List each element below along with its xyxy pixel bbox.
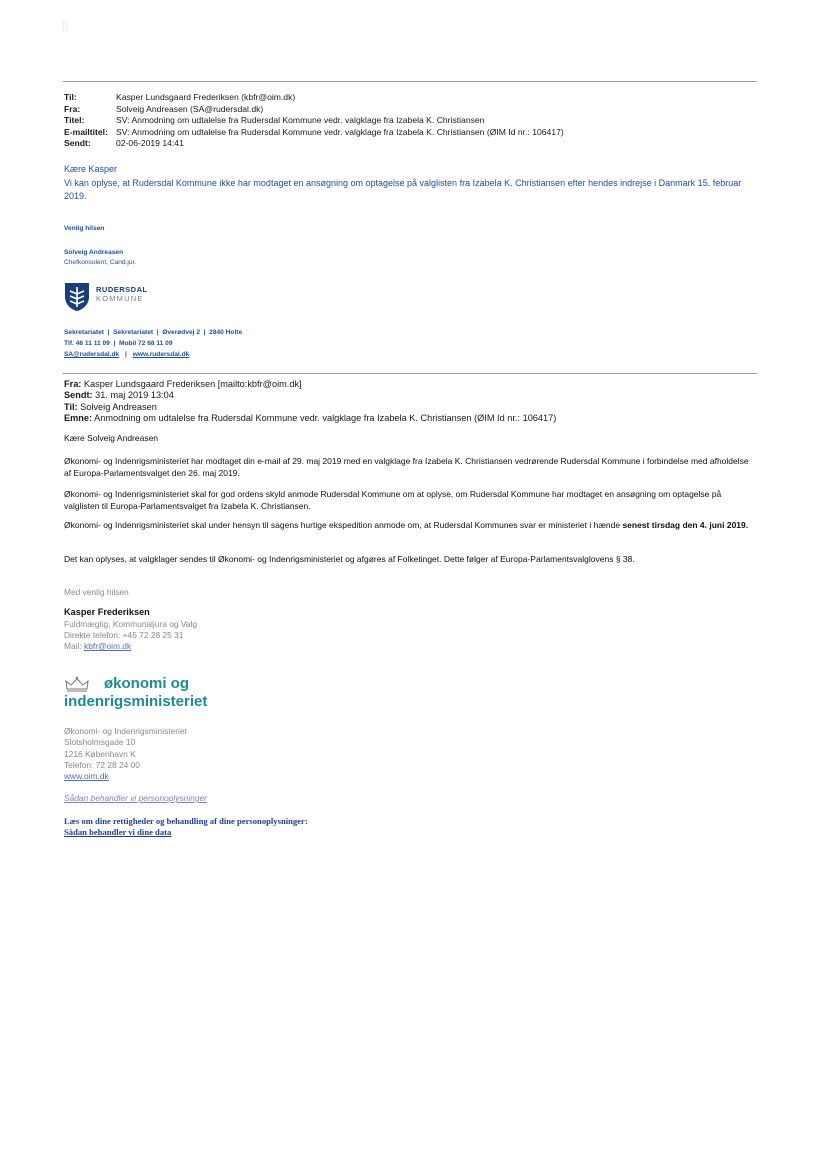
rudersdal-contact-separator: | [125, 351, 127, 358]
header-sent-label: Sendt: [64, 138, 91, 148]
original-paragraph-3-text: Økonomi- og Indenrigsministeriet skal under hensyn til sagens hurtige ekspedition anmode om, at Rudersdal Kommunes svar er ministeriet i hænde [64, 520, 623, 530]
rudersdal-contact-address: Sekretariatet | Sekretariatet | Øverødvej 2 | 2840 Holte [64, 329, 243, 336]
ministry-logo-line2: indenrigsministeriet [64, 693, 208, 710]
top-divider [63, 81, 757, 82]
rudersdal-closing: Venlig hilsen [64, 225, 105, 232]
original-sent-value: 31. maj 2019 13:04 [95, 390, 174, 401]
reply-body: Vi kan oplyse, at Rudersdal Kommune ikke har modtaget en ansøgning om optagelse på valglisten fra Izabela K. Christiansen efter hendes indrejse i Danmark 15. februar 2019. [64, 178, 742, 201]
header-from-value: Solveig Andreasen (SA@rudersdal.dk) [116, 103, 264, 114]
ministry-logo-line1: økonomi og [104, 675, 189, 692]
rudersdal-signer-name: Solveig Andreasen [64, 249, 124, 256]
ministry-web-link[interactable]: www.oim.dk [64, 771, 109, 782]
original-sent-label: Sendt: [64, 390, 93, 401]
rudersdal-crest-icon [64, 282, 90, 312]
ministry-rights-heading: Læs om dine rettigheder og behandling af dine personoplysninger: [64, 816, 308, 826]
header-emailtitle-value: SV: Anmodning om udtalelse fra Rudersdal Kommune vedr. valgklage fra Izabela K. Christiansen (ØIM Id nr.: 106417) [116, 126, 564, 137]
header-to-value: Kasper Lundsgaard Frederiksen (kbfr@oim.dk) [116, 92, 296, 102]
original-to-row [64, 402, 764, 413]
header-sent-value: 02-06-2019 14:41 [116, 138, 184, 148]
header-emailtitle-label: E-mailtitel: [64, 126, 108, 137]
email-header [64, 92, 764, 150]
header-from-row [64, 104, 764, 116]
ministry-closing: Med venlig hilsen [64, 587, 129, 597]
original-subject-row [64, 413, 764, 424]
original-to-value: Solveig Andreasen [80, 401, 157, 412]
header-sent-row [64, 138, 764, 150]
original-header [64, 379, 764, 424]
header-to-label: Til: [64, 92, 77, 102]
original-paragraph-1: Økonomi- og Indenrigsministeriet har modtaget din e-mail af 29. maj 2019 med en valgklage fra Izabela K. Christiansen vedrørende Rudersdal Kommune i forbindelse med afholdelse af Europa-Parlamentsvalget den 26. maj 2019. [64, 456, 749, 478]
original-greeting: Kære Solveig Andreasen [64, 433, 159, 443]
ministry-telephone: Telefon: 72 28 24 00 [64, 759, 140, 770]
rudersdal-logo [64, 282, 164, 316]
original-subject-value: Anmodning om udtalelse fra Rudersdal Kommune vedr. valgklage fra Izabela K. Christiansen (ØIM Id nr.: 106417) [94, 412, 557, 423]
original-from-label: Fra: [64, 379, 82, 389]
ministry-address [64, 726, 187, 782]
rudersdal-contact-links [64, 350, 189, 359]
header-title-label: Titel: [64, 115, 85, 125]
quoted-divider [63, 373, 757, 374]
original-subject-label: Emne: [64, 412, 93, 423]
rudersdal-web-link[interactable]: www.rudersdal.dk [132, 351, 190, 358]
original-from-value: Kasper Lundsgaard Frederiksen [mailto:kbfr@oim.dk] [83, 379, 302, 389]
rudersdal-email-link[interactable]: SA@rudersdal.dk [64, 351, 120, 358]
ministry-rights-link[interactable]: Sådan behandler vi dine data [64, 827, 172, 837]
rudersdal-logo-line1: RUDERSDAL [96, 285, 148, 294]
original-from-row [64, 379, 764, 390]
original-paragraph-4: Det kan oplyses, at valgklager sendes til Økonomi- og Indenrigsministeriet og afgøres af Folketinget. Dette følger af Europa-Parlamentsvalglovens § 38. [64, 554, 635, 564]
crown-icon [64, 676, 90, 692]
ministry-mail-label: Mail: [64, 641, 85, 651]
rudersdal-logo-line2: KOMMUNE [96, 294, 144, 303]
header-title-value: SV: Anmodning om udtalelse fra Rudersdal Kommune vedr. valgklage fra Izabela K. Christiansen [116, 115, 485, 125]
reply-greeting: Kære Kasper [64, 164, 118, 174]
ministry-street: Slotsholmsgade 10 [64, 737, 136, 748]
header-to-row [64, 92, 764, 104]
ministry-signer-name: Kasper Frederiksen [64, 607, 150, 617]
original-sent-row [64, 390, 764, 401]
ministry-privacy-link[interactable]: Sådan behandler vi personoplysninger [64, 793, 207, 803]
header-title-row [64, 115, 764, 127]
corner-mark-icon: ▯ [62, 18, 69, 32]
original-deadline: senest tirsdag den 4. juni 2019. [622, 520, 749, 530]
ministry-signer-phone: Direkte telefon: +45 72 28 25 31 [64, 630, 184, 640]
ministry-mail-link[interactable]: kbfr@oim.dk [84, 641, 132, 651]
ministry-org: Økonomi- og Indenrigsministeriet [64, 726, 187, 736]
rudersdal-signer-role: Chefkonsulent, Cand.jur. [64, 259, 137, 266]
header-emailtitle-row [64, 127, 764, 139]
original-paragraph-2: Økonomi- og Indenrigsministeriet skal for god ordens skyld anmode Rudersdal Kommune om at oplyse, om Rudersdal Kommune har modtaget en ansøgning om optagelse på valglisten til Europa-Parlamentsvalget fra Izabela K. Christiansen. [64, 489, 722, 511]
ministry-city: 1216 København K [64, 748, 136, 759]
original-to-label: Til: [64, 401, 78, 412]
original-paragraph-3 [64, 520, 754, 532]
rudersdal-contact-phone: Tlf. 46 11 11 09 | Mobil 72 68 11 09 [64, 340, 173, 347]
header-from-label: Fra: [64, 103, 81, 114]
ministry-signer-mail [64, 641, 131, 651]
ministry-signer-title: Fuldmægtig, Kommunaljura og Valg [64, 619, 197, 629]
ministry-logo [64, 676, 264, 716]
